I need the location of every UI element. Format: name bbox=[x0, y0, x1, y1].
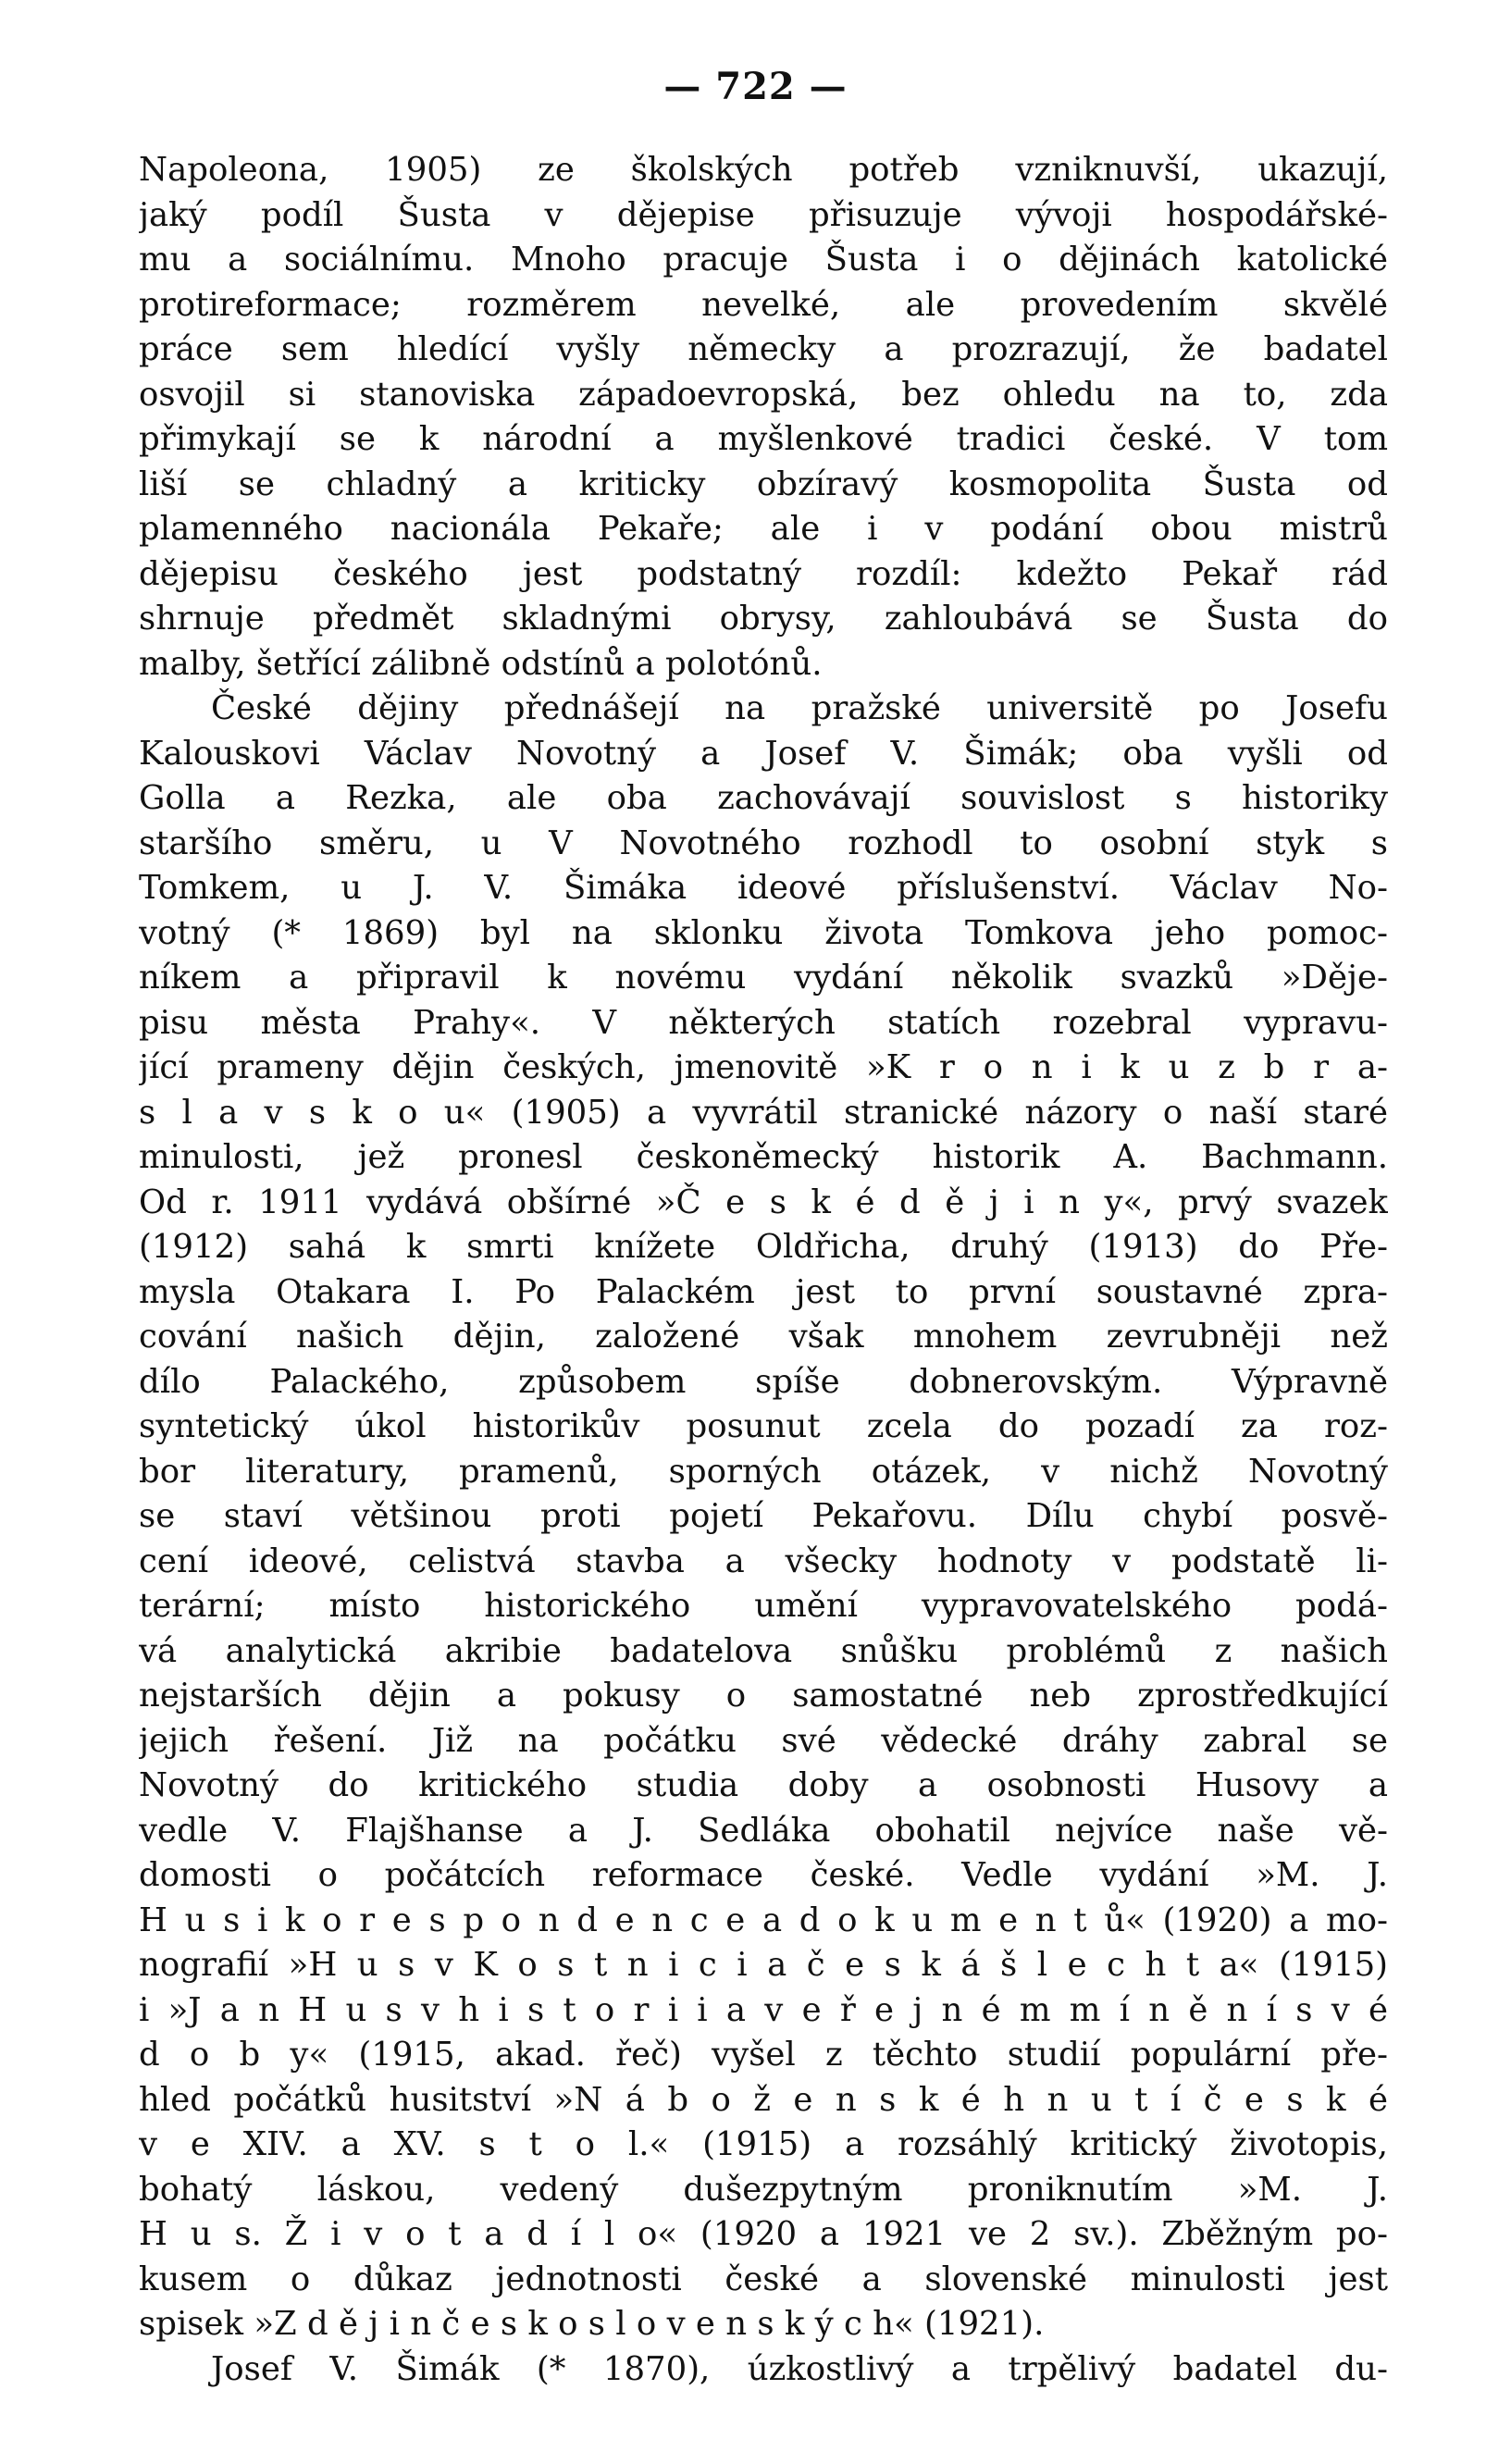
text-line: H u s. Ž i v o t a d í l o« (1920 a 1921 ve 2 sv.). Zběžným po- bbox=[139, 2215, 1388, 2253]
text-line: dílo Palackého, způsobem spíše dobnerovským. Výpravně bbox=[139, 1362, 1388, 1401]
text-line: jejich řešení. Již na počátku své vědecké dráhy zabral se bbox=[139, 1721, 1388, 1760]
text-line: syntetický úkol historikův posunut zcela do pozadí za roz- bbox=[139, 1407, 1388, 1445]
text-line: d o b y« (1915, akad. řeč) vyšel z těchto studií populární pře- bbox=[139, 2036, 1388, 2074]
page-number: — 722 — bbox=[663, 65, 848, 108]
text-line: osvojil si stanoviska západoevropská, bez ohledu na to, zda bbox=[139, 375, 1388, 414]
text-line: i »J a n H u s v h i s t o r i i a v e ř e j n é m m í n ě n í s v é bbox=[139, 1990, 1388, 2029]
text-line: kusem o důkaz jednotnosti české a slovenské minulosti jest bbox=[139, 2260, 1388, 2298]
text-line: protireformace; rozměrem nevelké, ale provedením skvělé bbox=[139, 285, 1388, 324]
text-line: pisu města Prahy«. V některých statích rozebral vypravu- bbox=[139, 1003, 1388, 1042]
text-line: hled počátků husitství »N á b o ž e n s k é h n u t í č e s k é bbox=[139, 2080, 1388, 2119]
text-line: se staví většinou proti pojetí Pekařovu. Dílu chybí posvě- bbox=[139, 1497, 1388, 1535]
text-line: s l a v s k o u« (1905) a vyvrátil stranické názory o naší staré bbox=[139, 1093, 1388, 1132]
text-line: vedle V. Flajšhanse a J. Sedláka obohatil nejvíce naše vě- bbox=[139, 1811, 1388, 1850]
text-line: terární; místo historického umění vypravovatelského podá- bbox=[139, 1587, 1388, 1625]
text-line: v e XIV. a XV. s t o l.« (1915) a rozsáhlý kritický životopis, bbox=[139, 2125, 1388, 2163]
text-line: Golla a Rezka, ale oba zachovávají souvislost s historiky bbox=[139, 779, 1388, 817]
text-line: Tomkem, u J. V. Šimáka ideové příslušenství. Václav No- bbox=[139, 869, 1388, 907]
text-line: České dějiny přednášejí na pražské universitě po Josefu bbox=[211, 689, 1388, 727]
text-line: dějepisu českého jest podstatný rozdíl: kdežto Pekař rád bbox=[139, 554, 1388, 593]
text-line: cení ideové, celistvá stavba a všecky hodnoty v podstatě li- bbox=[139, 1542, 1388, 1580]
text-line: Od r. 1911 vydává obšírné »Č e s k é d ě j i n y«, prvý svazek bbox=[139, 1182, 1388, 1221]
text-line: plamenného nacionála Pekaře; ale i v podání obou mistrů bbox=[139, 510, 1388, 548]
text-line: bor literatury, pramenů, sporných otázek, v nichž Novotný bbox=[139, 1452, 1388, 1491]
body-text bbox=[139, 148, 1388, 2392]
text-line: staršího směru, u V Novotného rozhodl to osobní styk s bbox=[139, 823, 1388, 862]
text-line: práce sem hledící vyšly německy a prozrazují, že badatel bbox=[139, 330, 1388, 368]
text-line: votný (* 1869) byl na sklonku života Tomkova jeho pomoc- bbox=[139, 913, 1388, 952]
text-line: cování našich dějin, založené však mnohem zevrubněji než bbox=[139, 1318, 1388, 1356]
text-line: mu a sociálnímu. Mnoho pracuje Šusta i o dějinách katolické bbox=[139, 241, 1388, 279]
text-line: liší se chladný a kriticky obzíravý kosmopolita Šusta od bbox=[139, 464, 1388, 503]
text-line: Josef V. Šimák (* 1870), úzkostlivý a trpělivý badatel du- bbox=[211, 2349, 1388, 2388]
text-line: malby, šetřící zálibně odstínů a polotónů. bbox=[139, 644, 823, 683]
text-line: domosti o počátcích reformace české. Vedle vydání »M. J. bbox=[139, 1856, 1388, 1894]
text-line: mysla Otakara I. Po Palackém jest to první soustavné zpra- bbox=[139, 1272, 1388, 1311]
text-line: níkem a připravil k novému vydání několik svazků »Děje- bbox=[139, 959, 1388, 997]
text-line: nejstarších dějin a pokusy o samostatné neb zprostředkující bbox=[139, 1677, 1388, 1715]
text-line: minulosti, jež pronesl českoněmecký historik A. Bachmann. bbox=[139, 1138, 1388, 1176]
text-line: přimykají se k národní a myšlenkové tradici české. V tom bbox=[139, 420, 1388, 458]
text-line: spisek »Z d ě j i n č e s k o s l o v e n s k ý c h« (1921). bbox=[139, 2305, 1045, 2343]
text-line: Kalouskovi Václav Novotný a Josef V. Šimák; oba vyšli od bbox=[139, 734, 1388, 773]
text-line: jící prameny dějin českých, jmenovitě »K r o n i k u z b r a- bbox=[139, 1048, 1388, 1086]
text-line: nografií »H u s v K o s t n i c i a č e s k á š l e c h t a« (1915) bbox=[139, 1946, 1388, 1984]
text-line: Novotný do kritického studia doby a osobnosti Husovy a bbox=[139, 1766, 1388, 1804]
text-line: jaký podíl Šusta v dějepise přisuzuje vývoji hospodářské- bbox=[139, 195, 1388, 234]
text-line: (1912) sahá k smrti knížete Oldřicha, druhý (1913) do Pře- bbox=[139, 1228, 1388, 1266]
text-line: bohatý láskou, vedený dušezpytným proniknutím »M. J. bbox=[139, 2170, 1388, 2209]
text-line: vá analytická akribie badatelova snůšku problémů z našich bbox=[139, 1631, 1388, 1670]
text-line: H u s i k o r e s p o n d e n c e a d o k u m e n t ů« (1920) a mo- bbox=[139, 1901, 1388, 1939]
text-line: Napoleona, 1905) ze školských potřeb vzniknuvší, ukazují, bbox=[139, 151, 1388, 189]
text-line: shrnuje předmět skladnými obrysy, zahloubává se Šusta do bbox=[139, 600, 1388, 638]
